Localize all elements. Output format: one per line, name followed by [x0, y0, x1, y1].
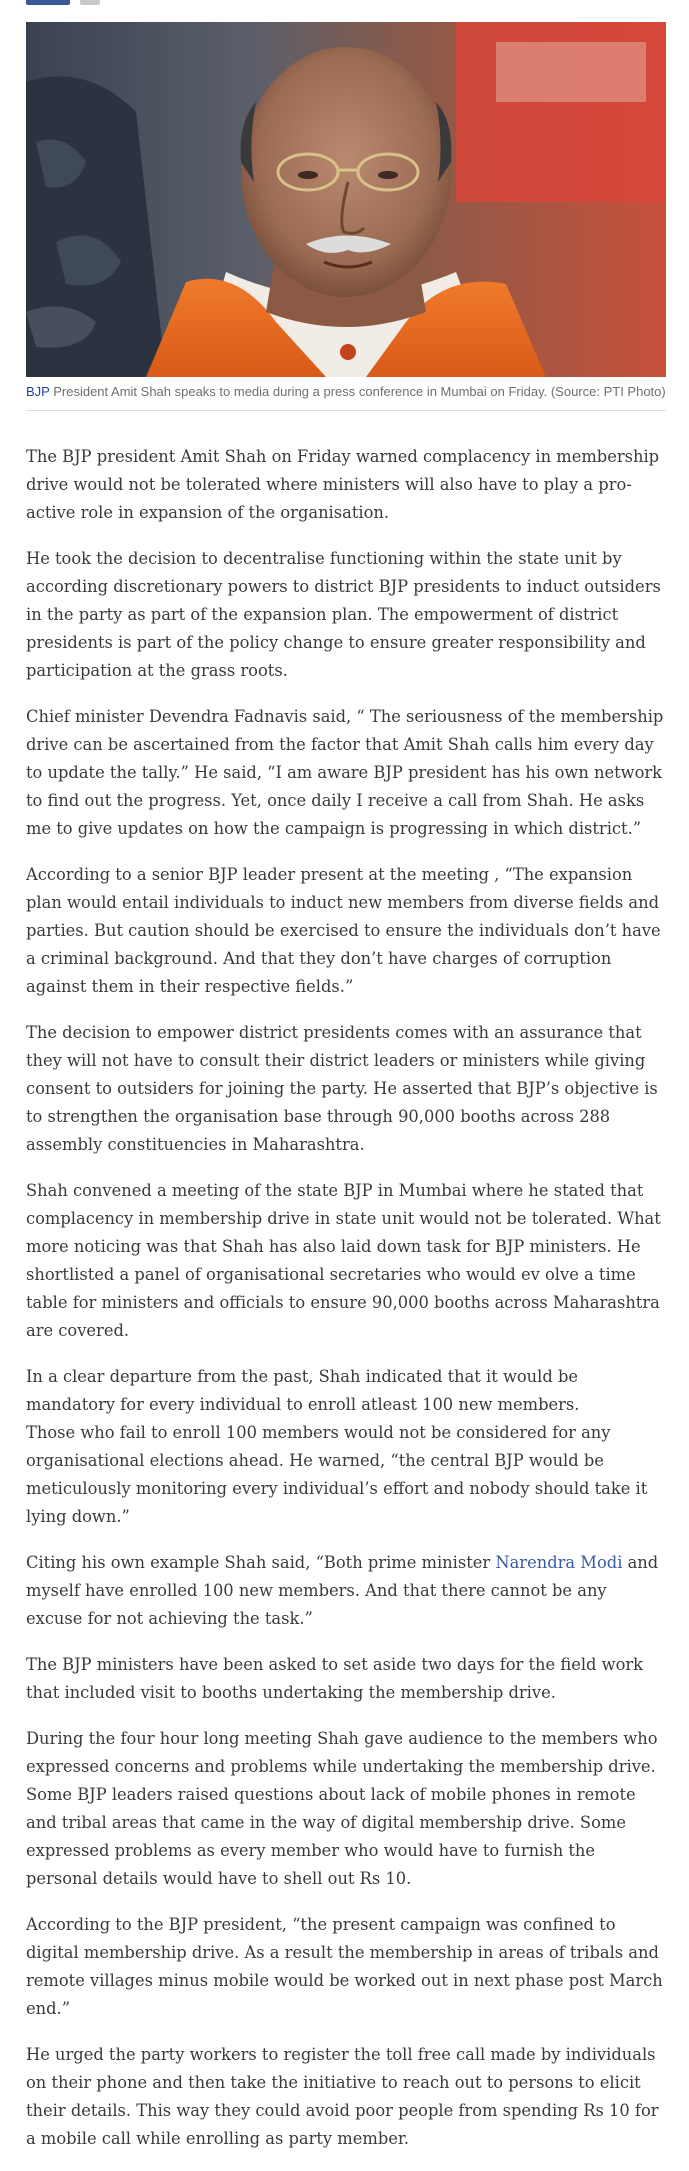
paragraph-8	[26, 1549, 666, 1633]
paragraph-7-line-1: In a clear departure from the past, Shah indicated that it would be mandatory for every individual to enroll atleast 100 new members.	[26, 1367, 580, 1414]
article-body	[26, 443, 666, 2171]
facebook-share-button[interactable]	[26, 0, 70, 5]
paragraph-3: Chief minister Devendra Fadnavis said, “ The seriousness of the membership drive can be ascertained from the factor that Amit Shah calls him every day to update the tally.” He said, “I am aware BJP president has his own network to find out the progress. Yet, once daily I receive a call from Shah. He asks me to give updates on how the campaign is progressing in which district.”	[26, 707, 664, 838]
caption-tag-link[interactable]: BJP	[26, 384, 50, 399]
paragraph-8-after: and myself have enrolled 100 new members. And that there cannot be any excuse for not achieving the task.”	[26, 1553, 659, 1628]
article-figure	[26, 22, 666, 411]
narendra-modi-link[interactable]: Narendra Modi	[495, 1553, 623, 1572]
share-buttons	[26, 0, 100, 5]
paragraph-8-before: Citing his own example Shah said, “Both prime minister	[26, 1553, 496, 1572]
photo-caption	[26, 383, 666, 411]
paragraph-2: He took the decision to decentralise functioning within the state unit by according discretionary powers to district BJP presidents to induct outsiders in the party as part of the expansion plan. The empowerment of district presidents is part of the policy change to ensure greater responsibility and participation at the grass roots.	[26, 549, 661, 680]
paragraph-7-line-2: Those who fail to enroll 100 members would not be considered for any organisational elections ahead. He warned, “the central BJP would be meticulously monitoring every individual’s effort and nobody should take it lying down.”	[26, 1423, 648, 1526]
secondary-share-button[interactable]	[80, 0, 100, 5]
paragraph-4: According to a senior BJP leader present at the meeting , “The expansion plan would entail individuals to induct new members from diverse fields and parties. But caution should be exercised to ensure the individuals don’t have a criminal background. And that they don’t have charges of corruption against them in their respective fields.”	[26, 865, 661, 996]
paragraph-12: He urged the party workers to register the toll free call made by individuals on their phone and then take the initiative to reach out to persons to elicit their details. This way they could avoid poor people from spending Rs 10 for a mobile call while enrolling as party member.	[26, 2045, 659, 2148]
paragraph-5: The decision to empower district presidents comes with an assurance that they will not have to consult their district leaders or ministers while giving consent to outsiders for joining the party. He asserted that BJP’s objective is to strengthen the organisation base through 90,000 booths across 288 assembly constituencies in Maharashtra.	[26, 1023, 658, 1154]
paragraph-6: Shah convened a meeting of the state BJP in Mumbai where he stated that complacency in membership drive in state unit would not be tolerated. What more noticing was that Shah has also laid down task for BJP ministers. He shortlisted a panel of organisational secretaries who would ev olve a time table for ministers and officials to ensure 90,000 booths across Maharashtra are covered.	[26, 1181, 661, 1340]
article-photo	[26, 22, 666, 377]
caption-text: President Amit Shah speaks to media during a press conference in Mumbai on Friday. (Source: PTI Photo)	[49, 384, 666, 399]
paragraph-1: The BJP president Amit Shah on Friday warned complacency in membership drive would not be tolerated where ministers will also have to play a pro-active role in expansion of the organisation.	[26, 447, 660, 522]
paragraph-7	[26, 1363, 666, 1531]
paragraph-11: According to the BJP president, “the present campaign was confined to digital membership drive. As a result the membership in areas of tribals and remote villages minus mobile would be worked out in next phase post March end.”	[26, 1915, 663, 2018]
paragraph-10: During the four hour long meeting Shah gave audience to the members who expressed concerns and problems while undertaking the membership drive. Some BJP leaders raised questions about lack of mobile phones in remote and tribal areas that came in the way of digital membership drive. Some expressed problems as every member who would have to furnish the personal details would have to shell out Rs 10.	[26, 1729, 658, 1888]
photo-illustration	[26, 22, 666, 377]
paragraph-9: The BJP ministers have been asked to set aside two days for the field work that included visit to booths undertaking the membership drive.	[26, 1655, 644, 1702]
